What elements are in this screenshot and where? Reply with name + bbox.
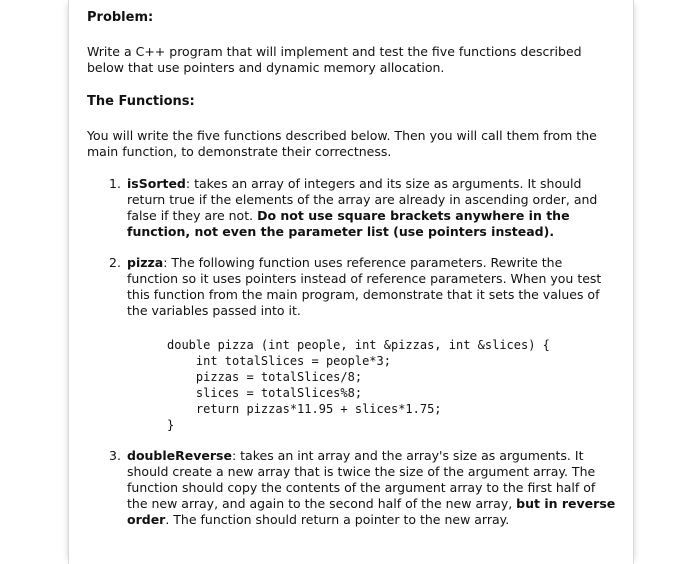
list-item-pizza [87, 255, 617, 433]
code-line: return pizzas*11.95 + slices*1.75; [167, 402, 442, 416]
function-name: doubleReverse [127, 448, 232, 463]
code-line: int totalSlices = people*3; [167, 354, 391, 368]
item-description: : takes an int array and the array's size as arguments. It should create a new array that is twice the size of the argument array. The function should copy the contents of the argument array to the first half of the new array, and again to the second half of the new array, [127, 448, 596, 511]
functions-heading: The Functions: [87, 94, 195, 109]
function-name: isSorted [127, 176, 186, 191]
item-description-end: . The function should return a pointer to the new array. [165, 512, 510, 527]
list-item-double-reverse [87, 448, 617, 528]
problem-heading: Problem: [87, 10, 154, 25]
item-number: 3. [109, 448, 121, 463]
item-bold-note: but in reverse order [127, 496, 616, 527]
list-item-is-sorted [87, 176, 617, 240]
intro-paragraph: Write a C++ program that will implement and test the five functions described below that use pointers and dynamic memory allocation. [87, 44, 582, 75]
item-number: 1. [109, 176, 121, 191]
item-description: : The following function uses reference parameters. Rewrite the function so it uses pointers instead of reference parameters. When you test this function from the main program, demonstrate that it sets the values of the variables passed into it. [127, 255, 602, 318]
item-description: : takes an array of integers and its size as arguments. It should return true if the elements of the array are already in ascending order, and false if they are not. [127, 176, 598, 223]
code-line: } [167, 418, 175, 432]
document-content [87, 10, 617, 543]
item-bold-note: Do not use square brackets anywhere in the function, not even the parameter list (use pointers instead). [127, 208, 570, 239]
item-number: 2. [109, 255, 121, 270]
function-name: pizza [127, 255, 164, 270]
code-line: slices = totalSlices%8; [167, 386, 363, 400]
functions-list [87, 176, 617, 528]
code-block [167, 337, 617, 433]
code-line: double pizza (int people, int &pizzas, int &slices) { [167, 338, 550, 352]
code-line: pizzas = totalSlices/8; [167, 370, 363, 384]
functions-intro-paragraph: You will write the five functions described below. Then you will call them from the main function, to demonstrate their correctness. [87, 128, 597, 159]
